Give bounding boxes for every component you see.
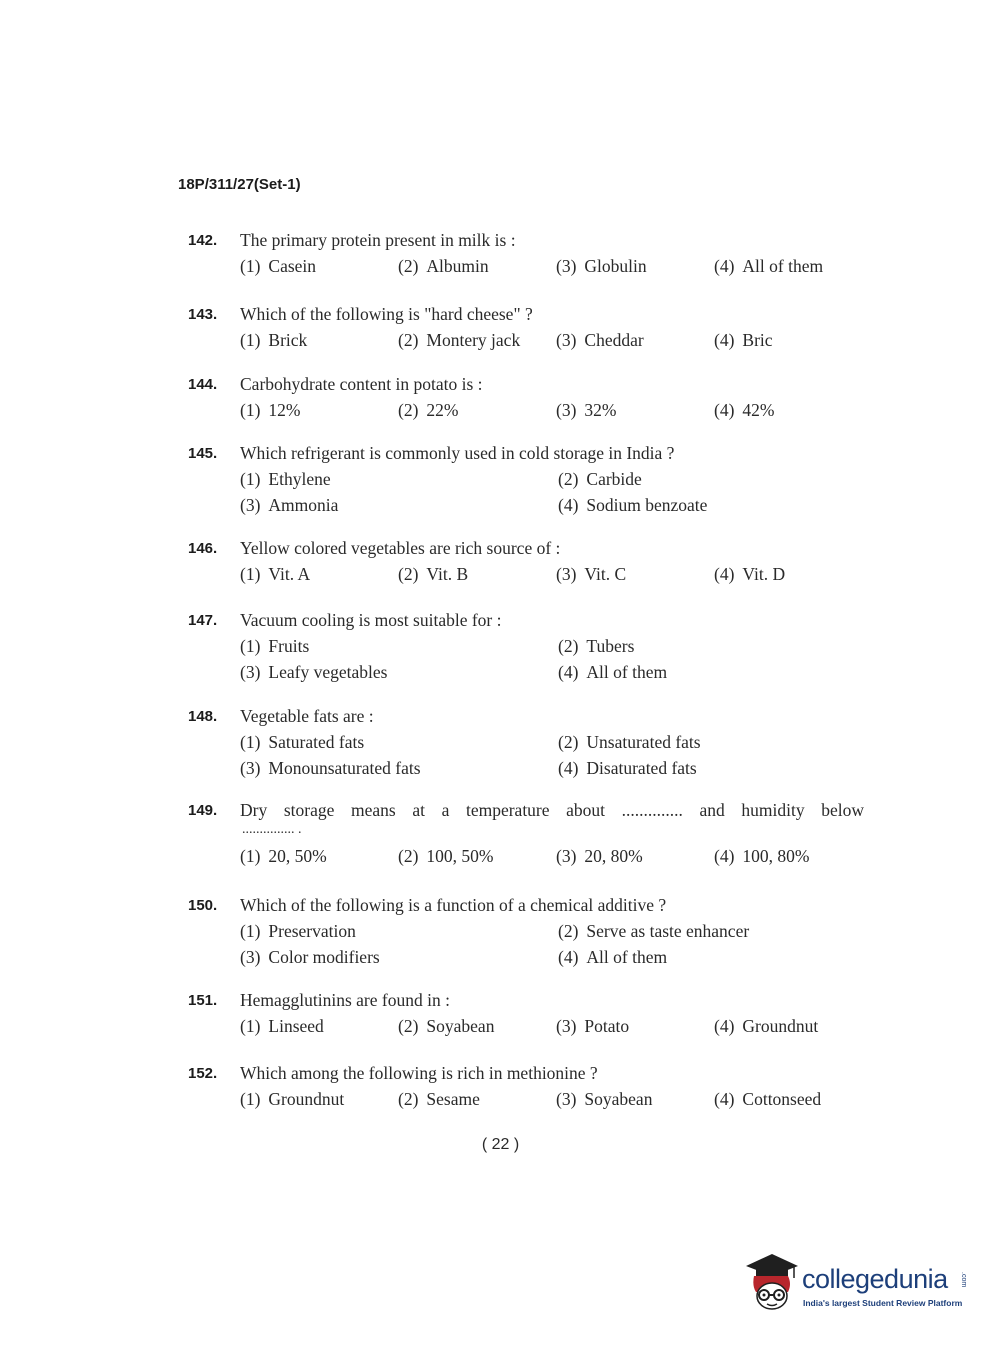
options-row [188, 1016, 878, 1042]
option-1: (1) Vit. A [240, 564, 311, 584]
option-4: (4) All of them [714, 256, 824, 276]
options-row [188, 921, 878, 947]
question-number: 149. [188, 802, 218, 819]
option-3: (3) Monounsaturated fats [240, 758, 421, 778]
option-3: (3) 20, 80% [556, 846, 643, 866]
options-row [188, 330, 878, 356]
question-number: 147. [188, 612, 218, 629]
question-151 [188, 990, 878, 1042]
question-text: Vacuum cooling is most suitable for : [240, 610, 502, 630]
option-3: (3) Soyabean [556, 1089, 653, 1109]
option-2: (2) Carbide [558, 469, 642, 489]
options-row [188, 662, 878, 688]
options-row [188, 256, 878, 282]
options-row [188, 732, 878, 758]
question-148 [188, 706, 878, 784]
option-2: (2) Tubers [558, 636, 635, 656]
option-2: (2) Vit. B [398, 564, 469, 584]
option-2: (2) Serve as taste enhancer [558, 921, 750, 941]
options-row [188, 564, 878, 590]
option-2: (2) Montery jack [398, 330, 521, 350]
option-3: (3) Ammonia [240, 495, 339, 515]
question-text: Dry storage means at a temperature about .............. and humidity below [240, 800, 864, 820]
option-1: (1) 12% [240, 400, 301, 420]
option-4: (4) Vit. D [714, 564, 786, 584]
option-1: (1) Fruits [240, 636, 310, 656]
option-3: (3) Globulin [556, 256, 647, 276]
option-1: (1) 20, 50% [240, 846, 327, 866]
page-number: ( 22 ) [481, 1136, 520, 1153]
option-3: (3) 32% [556, 400, 617, 420]
question-text: Hemagglutinins are found in : [240, 990, 450, 1010]
options-row [188, 1089, 878, 1115]
question-text: Which refrigerant is commonly used in cold storage in India ? [240, 443, 675, 463]
options-row [188, 400, 878, 426]
option-4: (4) 100, 80% [714, 846, 810, 866]
question-text: Which among the following is rich in methionine ? [240, 1063, 598, 1083]
option-4: (4) Cottonseed [714, 1089, 822, 1109]
logo-wordmark: collegedunia [802, 1264, 948, 1294]
question-text: Vegetable fats are : [240, 706, 374, 726]
question-144 [188, 374, 878, 426]
options-row [188, 636, 878, 662]
option-2: (2) 22% [398, 400, 459, 420]
question-text: Carbohydrate content in potato is : [240, 374, 483, 394]
option-3: (3) Cheddar [556, 330, 644, 350]
option-3: (3) Color modifiers [240, 947, 380, 967]
options-row [188, 758, 878, 784]
option-4: (4) Bric [714, 330, 773, 350]
question-146 [188, 538, 878, 590]
question-number: 144. [188, 376, 218, 393]
options-row [188, 495, 878, 521]
option-3: (3) Vit. C [556, 564, 627, 584]
question-142 [188, 230, 878, 282]
question-145 [188, 443, 878, 521]
options-row [188, 947, 878, 973]
question-text: Which of the following is a function of a chemical additive ? [240, 895, 667, 915]
question-text: The primary protein present in milk is : [240, 230, 516, 250]
paper-code: 18P/311/27(Set-1) [178, 176, 301, 193]
question-149 [188, 800, 864, 872]
logo-tagline: India's largest Student Review Platform [803, 1298, 963, 1308]
logo-domain-suffix: .com [960, 1272, 967, 1288]
option-1: (1) Casein [240, 256, 317, 276]
options-row [188, 469, 878, 495]
option-2: (2) Soyabean [398, 1016, 495, 1036]
option-4: (4) All of them [558, 662, 668, 682]
question-number: 150. [188, 897, 218, 914]
option-1: (1) Saturated fats [240, 732, 365, 752]
question-number: 151. [188, 992, 218, 1009]
question-number: 145. [188, 445, 218, 462]
option-4: (4) 42% [714, 400, 775, 420]
option-1: (1) Ethylene [240, 469, 331, 489]
option-2: (2) 100, 50% [398, 846, 494, 866]
question-147 [188, 610, 878, 688]
option-4: (4) Groundnut [714, 1016, 819, 1036]
question-text: Yellow colored vegetables are rich source of : [240, 538, 561, 558]
options-row [188, 846, 864, 872]
option-4: (4) All of them [558, 947, 668, 967]
option-1: (1) Preservation [240, 921, 356, 941]
question-number: 143. [188, 306, 218, 323]
option-2: (2) Unsaturated fats [558, 732, 701, 752]
option-3: (3) Potato [556, 1016, 630, 1036]
question-text: Which of the following is "hard cheese" ? [240, 304, 533, 324]
option-4: (4) Disaturated fats [558, 758, 697, 778]
option-2: (2) Sesame [398, 1089, 480, 1109]
question-number: 152. [188, 1065, 218, 1082]
option-3: (3) Leafy vegetables [240, 662, 388, 682]
option-1: (1) Brick [240, 330, 308, 350]
option-4: (4) Sodium benzoate [558, 495, 708, 515]
option-1: (1) Linseed [240, 1016, 324, 1036]
question-number: 142. [188, 232, 218, 249]
question-number: 148. [188, 708, 218, 725]
question-number: 146. [188, 540, 218, 557]
option-2: (2) Albumin [398, 256, 489, 276]
question-150 [188, 895, 878, 973]
option-1: (1) Groundnut [240, 1089, 345, 1109]
question-152 [188, 1063, 878, 1115]
question-143 [188, 304, 878, 356]
question-text-continued: ............... . [242, 822, 302, 837]
collegedunia-logo [742, 1250, 972, 1320]
graduate-mascot-icon [742, 1250, 800, 1314]
